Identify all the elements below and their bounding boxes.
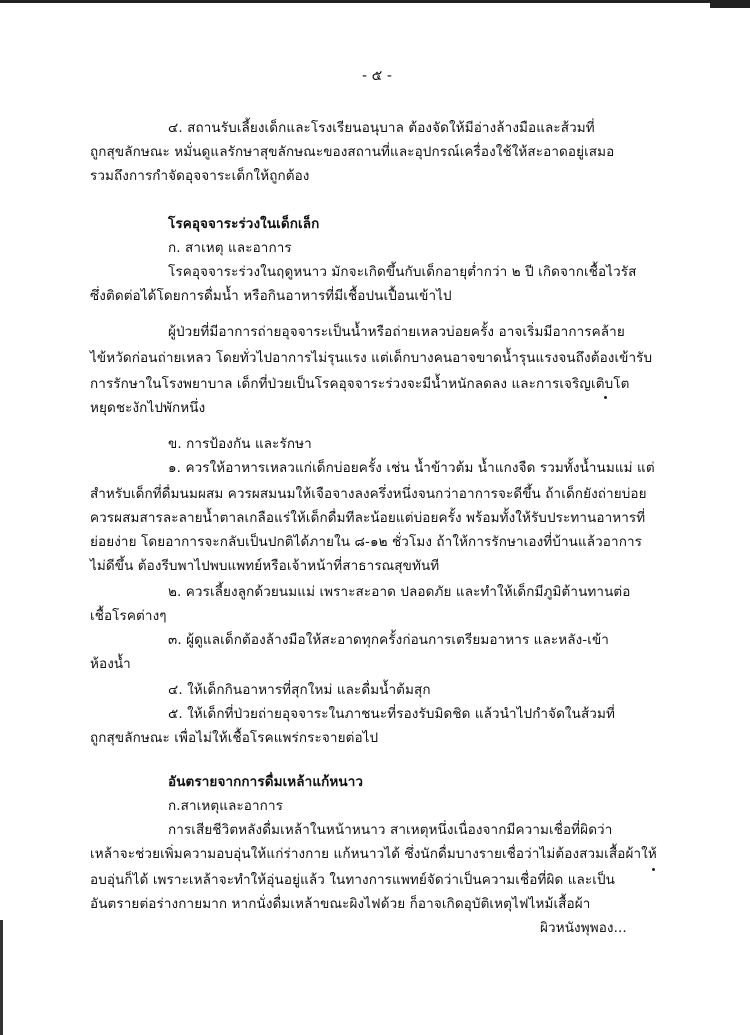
- list-item: ๓. ผู้ดูแลเด็กต้องล้างมือให้สะอาดทุกครั้งก่อนการเตรียมอาหาร และหลัง-เข้า: [168, 632, 609, 648]
- section-heading: อันตรายจากการดื่มเหล้าแก้หนาว: [168, 774, 364, 790]
- paragraph-line: อบอุ่นก็ได้ เพราะเหล้าจะทำให้อุ่นอยู่แล้ว ในทางการแพทย์จัดว่าเป็นความเชื่อที่ผิด และเป็น: [90, 872, 615, 888]
- paragraph-line: ผู้ป่วยที่มีอาการถ่ายอุจจาระเป็นน้ำหรือถ่ายเหลวบ่อยครั้ง อาจเริ่มมีอาการคล้าย: [168, 324, 625, 340]
- subsection-heading: ก.สาเหตุและอาการ: [168, 798, 283, 814]
- continuation-catchword: ผิวหนังพุพอง...: [540, 920, 627, 936]
- subsection-heading: ข. การป้องกัน และรักษา: [168, 436, 312, 452]
- paragraph-line: หยุดชะงักไปพักหนึ่ง: [90, 400, 206, 416]
- paragraph-line: ย่อยง่าย โดยอาการจะกลับเป็นปกติได้ภายใน ๘-๑๒ ชั่วโมง ถ้าให้การรักษาเองที่บ้านแล้วอาการ: [90, 534, 642, 550]
- scan-edge-top: [0, 0, 750, 3]
- scan-speck: [604, 396, 607, 399]
- paragraph-line: ถูกสุขลักษณะ เพื่อไม่ให้เชื้อโรคแพร่กระจายต่อไป: [90, 730, 379, 746]
- paragraph-line: ควรผสมสารละลายน้ำตาลเกลือแร่ให้เด็กดื่มทีละน้อยแต่บ่อยครั้ง พร้อมทั้งให้รับประทานอาหารที่: [90, 510, 646, 526]
- paragraph-line: รวมถึงการกำจัดอุจจาระเด็กให้ถูกต้อง: [90, 168, 310, 184]
- paragraph-line: ไม่ดีขึ้น ต้องรีบพาไปพบแพทย์หรือเจ้าหน้าที่สาธารณสุขทันที: [90, 558, 440, 574]
- paragraph-line: อันตรายต่อร่างกายมาก หากนั่งดื่มเหล้าขณะผิงไฟด้วย ก็อาจเกิดอุบัติเหตุไฟไหม้เสื้อผ้า: [90, 896, 591, 912]
- paragraph-line: ๔. สถานรับเลี้ยงเด็กและโรงเรียนอนุบาล ต้องจัดให้มีอ่างล้างมือและส้วมที่: [168, 120, 595, 136]
- paragraph-line: โรคอุจจาระร่วงในฤดูหนาว มักจะเกิดขึ้นกับเด็กอายุต่ำกว่า ๒ ปี เกิดจากเชื้อไวรัส: [168, 264, 637, 280]
- paragraph-line: การรักษาในโรงพยาบาล เด็กที่ป่วยเป็นโรคอุจจาระร่วงจะมีน้ำหนักลดลง และการเจริญเติบโต: [90, 376, 630, 392]
- scan-corner-mark: [710, 0, 750, 8]
- paragraph-line: สำหรับเด็กที่ดื่มนมผสม ควรผสมนมให้เจือจางลงครึ่งหนึ่งจนกว่าอาการจะดีขึ้น ถ้าเด็กยังถ่ายบ่อย: [90, 486, 647, 502]
- list-item: ๑. ควรให้อาหารเหลวแก่เด็กบ่อยครั้ง เช่น น้ำข้าวต้ม น้ำแกงจืด รวมทั้งน้ำนมแม่ แต่: [168, 460, 655, 476]
- paragraph-line: ห้องน้ำ: [90, 656, 131, 672]
- list-item: ๒. ควรเลี้ยงลูกด้วยนมแม่ เพราะสะอาด ปลอดภัย และทำให้เด็กมีภูมิต้านทานต่อ: [168, 584, 631, 600]
- paragraph-line: การเสียชีวิตหลังดื่มเหล้าในหน้าหนาว สาเหตุหนึ่งเนื่องจากมีความเชื่อที่ผิดว่า: [168, 822, 613, 838]
- page-number: - ๕ -: [361, 68, 393, 84]
- scan-edge-left: [0, 920, 3, 1035]
- paragraph-line: ไข้หวัดก่อนถ่ายเหลว โดยทั่วไปอาการไม่รุนแรง แต่เด็กบางคนอาจขาดน้ำรุนแรงจนถึงต้องเข้ารับ: [90, 350, 653, 366]
- paragraph-line: ซึ่งติดต่อได้โดยการดื่มน้ำ หรือกินอาหารที่มีเชื้อปนเปื้อนเข้าไป: [90, 288, 452, 304]
- paragraph-line: เชื้อโรคต่างๆ: [90, 608, 167, 624]
- section-heading: โรคอุจจาระร่วงในเด็กเล็ก: [168, 216, 320, 232]
- list-item: ๕. ให้เด็กที่ป่วยถ่ายอุจจาระในภาชนะที่รองรับมิดชิด แล้วนำไปกำจัดในส้วมที่: [168, 706, 615, 722]
- scan-speck: [652, 868, 655, 871]
- paragraph-line: เหล้าจะช่วยเพิ่มความอบอุ่นให้แก่ร่างกาย แก้หนาวได้ ซึ่งนักดื่มบางรายเชื่อว่าไม่ต้องสวมเสื้อผ้าให้: [90, 846, 657, 862]
- subsection-heading: ก. สาเหตุ และอาการ: [168, 240, 292, 256]
- list-item: ๔. ให้เด็กกินอาหารที่สุกใหม่ และดื่มน้ำต้มสุก: [168, 682, 431, 698]
- paragraph-line: ถูกสุขลักษณะ หมั่นดูแลรักษาสุขลักษณะของสถานที่และอุปกรณ์เครื่องใช้ให้สะอาดอยู่เสมอ: [90, 144, 615, 160]
